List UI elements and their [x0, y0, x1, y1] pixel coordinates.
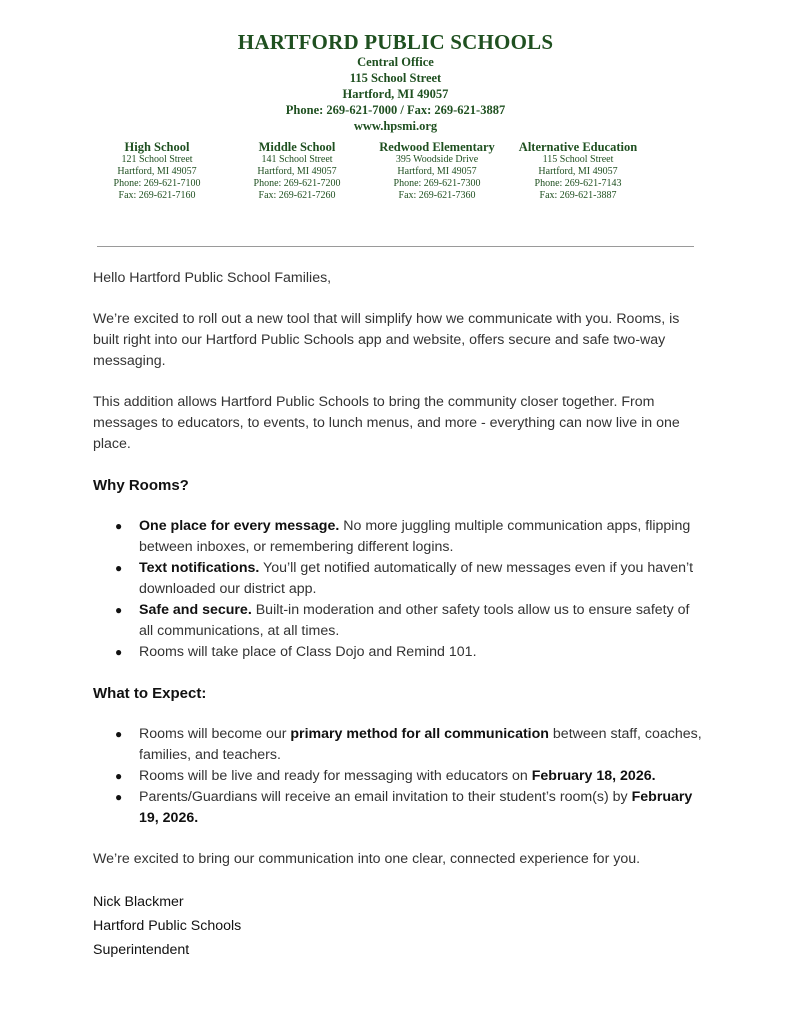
item-emphasis: February 18, 2026. — [531, 768, 656, 784]
item-text: You’ll get notified automatically of new messages even if you haven’t downloaded our district app. — [139, 560, 694, 597]
item-text-pre: Rooms will become our — [139, 726, 291, 742]
bullet-icon: ● — [115, 561, 123, 575]
school-phone: Phone: 269-621-7200 — [253, 178, 341, 189]
school-city: Hartford, MI 49057 — [117, 166, 197, 177]
school-fax: Fax: 269-621-3887 — [539, 190, 617, 201]
item-text: Rooms will take place of Class Dojo and Remind 101. — [139, 644, 477, 660]
central-office-street: 115 School Street — [349, 71, 442, 85]
school-name: High School — [124, 140, 190, 154]
school-fax: Fax: 269-621-7260 — [258, 190, 336, 201]
school-name: Redwood Elementary — [379, 140, 495, 154]
why-rooms-list — [93, 516, 703, 663]
item-lead: Text notifications. — [139, 560, 260, 576]
bullet-icon: ● — [115, 727, 123, 741]
school-street: 395 Woodside Drive — [395, 154, 479, 165]
district-website: www.hpsmi.org — [353, 119, 438, 133]
list-item — [115, 558, 703, 600]
addition-paragraph: This addition allows Hartford Public Schools to bring the community closer together. From messages to educators, to events, to lunch menus, and more - everything can now live in one place. — [93, 394, 680, 452]
item-lead: One place for every message. — [139, 518, 340, 534]
school-street: 115 School Street — [542, 154, 614, 165]
school-street: 121 School Street — [121, 154, 193, 165]
item-text-pre: Rooms will be live and ready for messaging with educators on — [139, 768, 532, 784]
item-emphasis: primary method for all communication — [290, 726, 549, 742]
bullet-icon: ● — [115, 519, 123, 533]
school-redwood-elementary — [357, 140, 517, 202]
central-office-label: Central Office — [357, 55, 434, 69]
bullet-icon: ● — [115, 603, 123, 617]
list-item — [115, 787, 703, 829]
greeting: Hello Hartford Public School Families, — [93, 270, 332, 286]
list-item — [115, 642, 703, 663]
central-office-phone-fax: Phone: 269-621-7000 / Fax: 269-621-3887 — [285, 103, 506, 117]
what-to-expect-list — [93, 724, 703, 829]
list-item — [115, 724, 703, 766]
bullet-icon: ● — [115, 769, 123, 783]
letter-body — [93, 268, 703, 962]
school-fax: Fax: 269-621-7160 — [118, 190, 196, 201]
item-emphasis: February 19, 2026. — [139, 789, 693, 826]
school-city: Hartford, MI 49057 — [397, 166, 477, 177]
what-to-expect-heading: What to Expect: — [93, 685, 207, 702]
signer-organization: Hartford Public Schools — [93, 918, 242, 934]
bullet-icon: ● — [115, 790, 123, 804]
central-office-city: Hartford, MI 49057 — [342, 87, 449, 101]
school-alternative-education — [498, 140, 658, 202]
item-text: Built-in moderation and other safety tools allow us to ensure safety of all communications, at all times. — [139, 602, 690, 639]
signer-title: Superintendent — [93, 942, 190, 958]
intro-paragraph: We’re excited to roll out a new tool that will simplify how we communicate with you. Rooms, is built right into our Hartford Public Schools app and website, offers secure and safe two-way messaging. — [93, 311, 680, 369]
header-divider — [97, 246, 694, 247]
bullet-icon: ● — [115, 645, 123, 659]
item-text-pre: Parents/Guardians will receive an email invitation to their student’s room(s) by — [139, 789, 632, 805]
list-item — [115, 766, 703, 787]
school-phone: Phone: 269-621-7143 — [534, 178, 622, 189]
signature-block — [93, 890, 703, 962]
school-phone: Phone: 269-621-7300 — [393, 178, 481, 189]
school-city: Hartford, MI 49057 — [538, 166, 618, 177]
school-high-school — [77, 140, 237, 202]
item-text: No more juggling multiple communication apps, flipping between inboxes, or remembering different logins. — [139, 518, 691, 555]
item-lead: Safe and secure. — [139, 602, 252, 618]
closing-paragraph: We’re excited to bring our communication into one clear, connected experience for you. — [93, 851, 641, 867]
signer-name: Nick Blackmer — [93, 894, 184, 910]
school-city: Hartford, MI 49057 — [257, 166, 337, 177]
school-street: 141 School Street — [261, 154, 333, 165]
item-text-post: between staff, coaches, families, and teachers. — [139, 726, 702, 763]
school-name: Middle School — [258, 140, 336, 154]
district-name: HARTFORD PUBLIC SCHOOLS — [237, 30, 554, 54]
list-item — [115, 600, 703, 642]
letterhead — [0, 30, 791, 134]
school-fax: Fax: 269-621-7360 — [398, 190, 476, 201]
why-rooms-heading: Why Rooms? — [93, 477, 189, 494]
school-phone: Phone: 269-621-7100 — [113, 178, 201, 189]
school-middle-school — [217, 140, 377, 202]
school-name: Alternative Education — [518, 140, 638, 154]
list-item — [115, 516, 703, 558]
